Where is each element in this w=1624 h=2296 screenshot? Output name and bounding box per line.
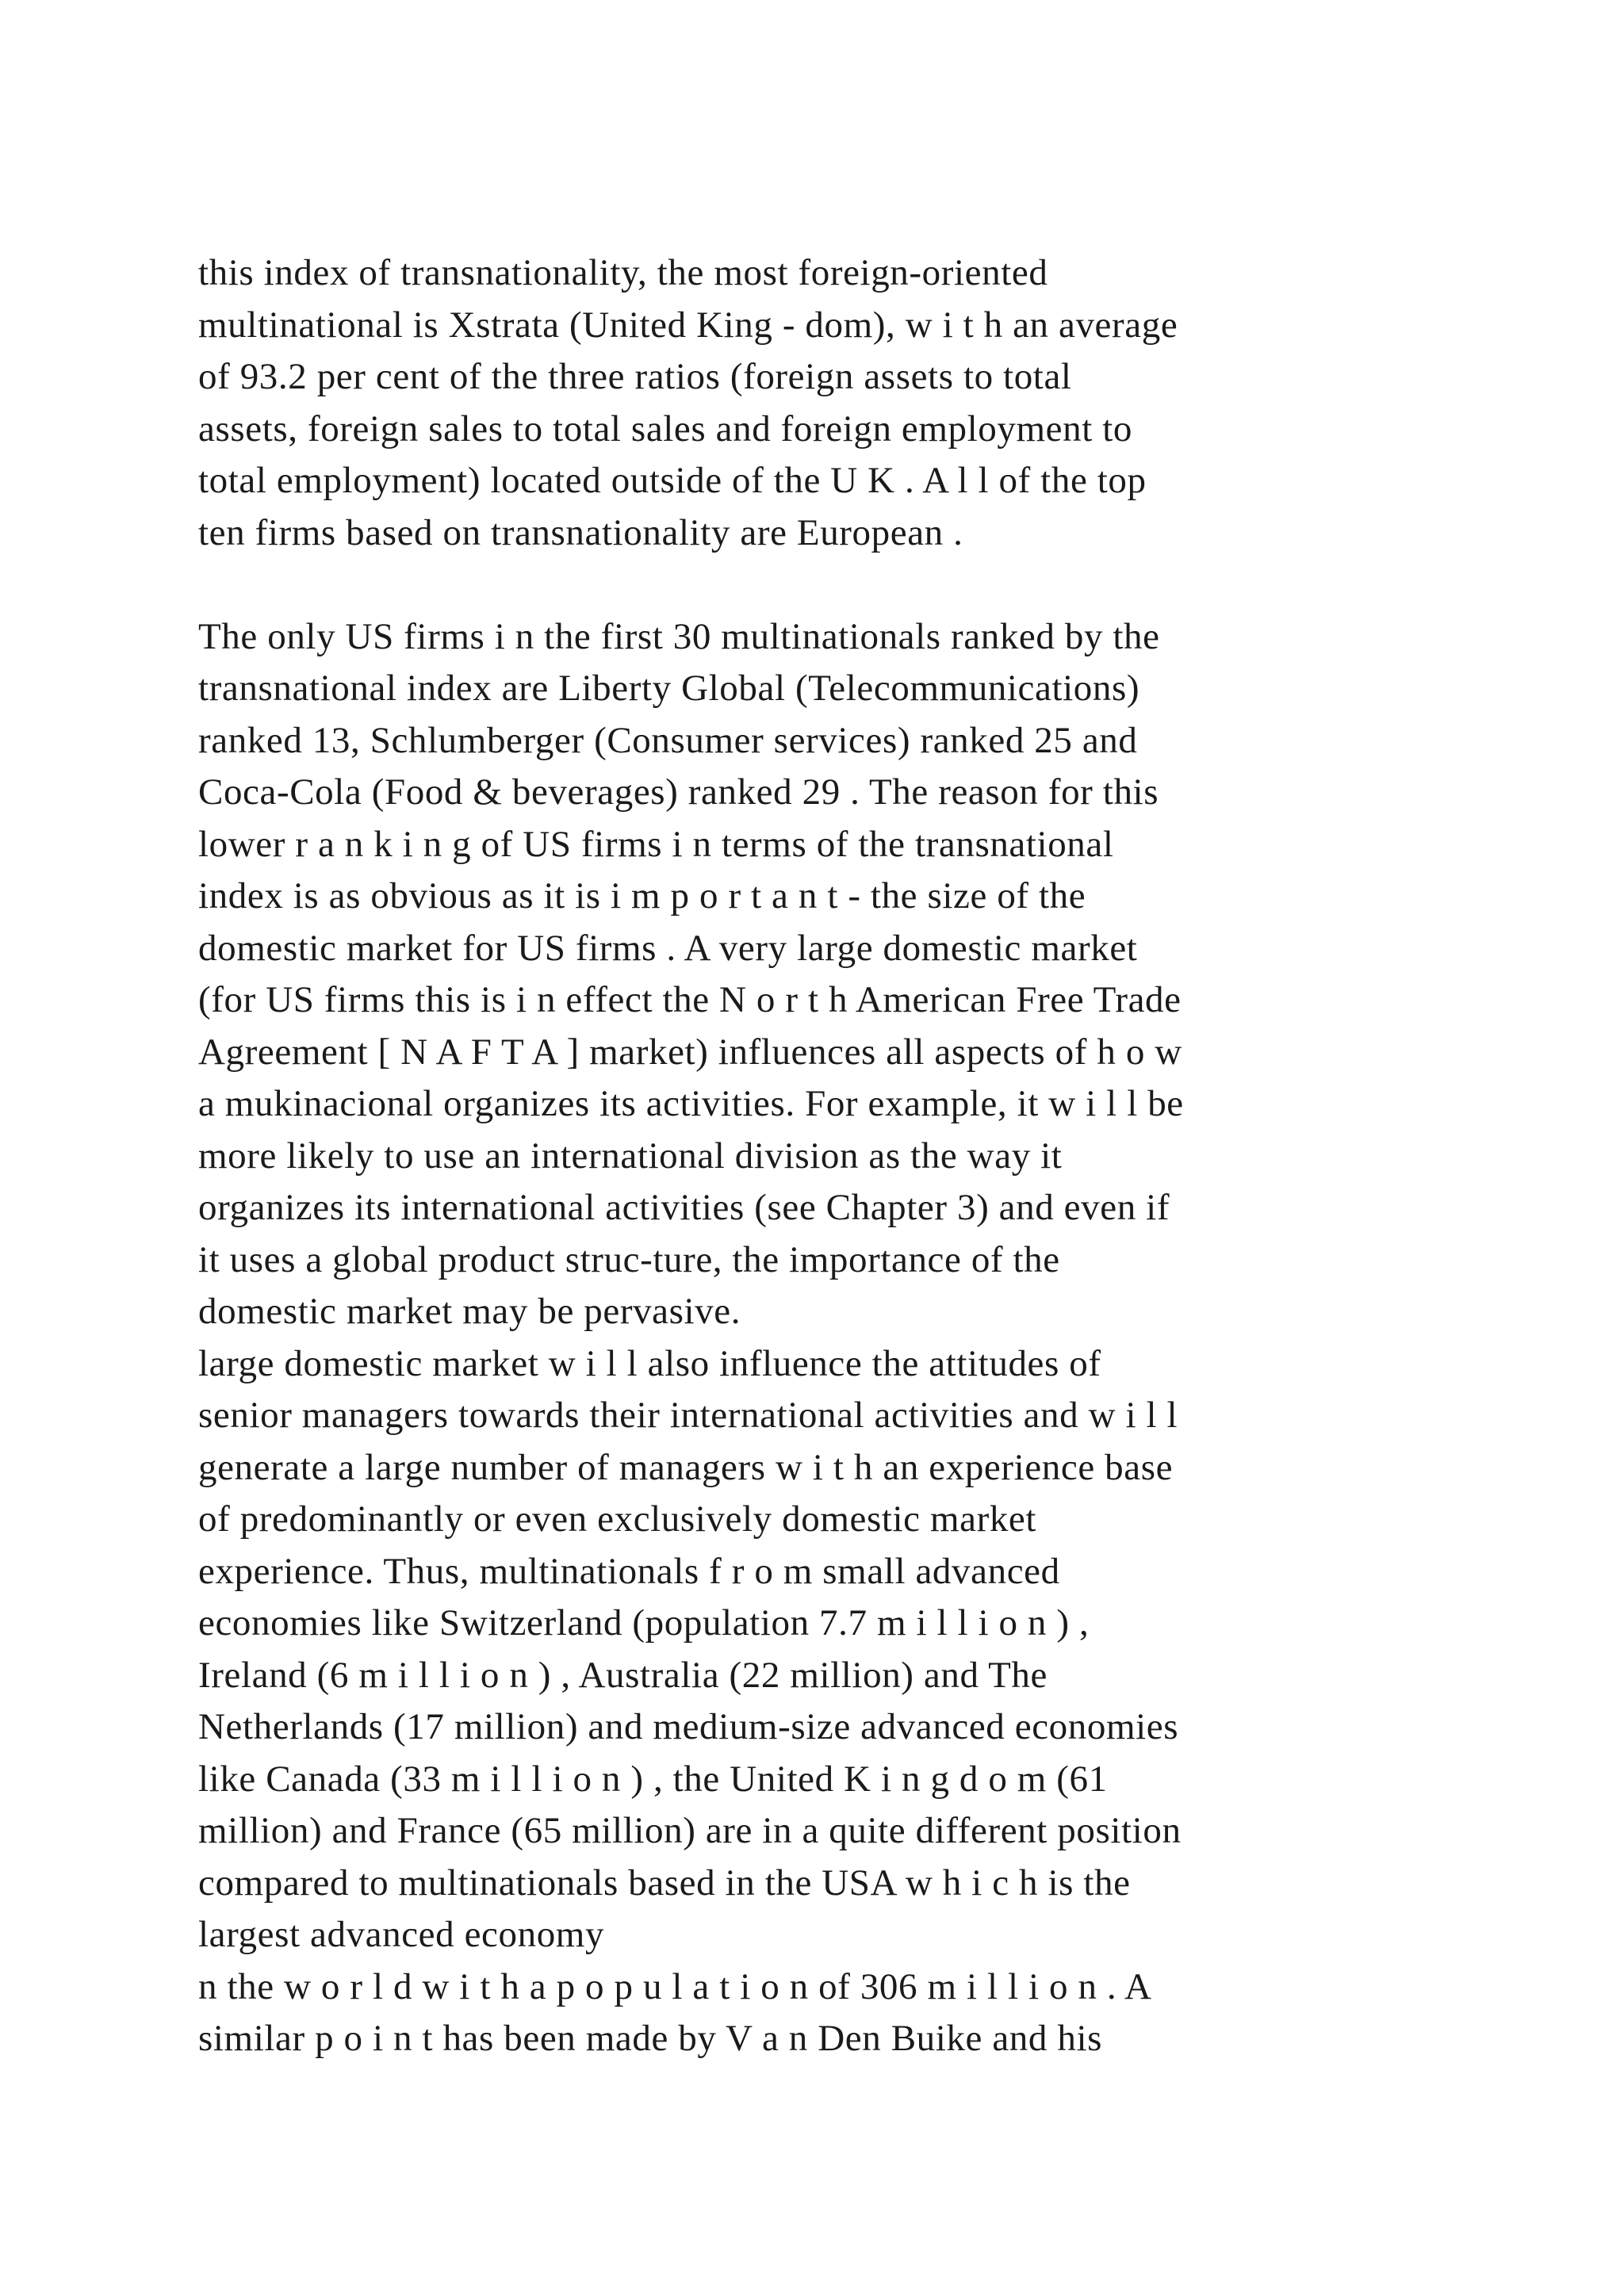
paragraph-2 [198,611,1515,1338]
text-line: transnational index are Liberty Global (Telecommunications) [198,668,1140,709]
document-body [198,247,1515,2065]
text-line: senior managers towards their international activities and w i l l [198,1395,1178,1436]
text-line: multinational is Xstrata (United King - dom), w i t h an average [198,304,1178,346]
paragraph-1 [198,247,1515,559]
text-line: largest advanced economy [198,1914,605,1955]
text-line: organizes its international activities (see Chapter 3) and even if [198,1187,1170,1228]
text-line: of predominantly or even exclusively domestic market [198,1498,1037,1540]
text-line: Ireland (6 m i l l i o n ) , Australia (22 million) and The [198,1654,1048,1696]
text-line: experience. Thus, multinationals f r o m small advanced [198,1550,1060,1592]
text-line: generate a large number of managers w i t h an experience base [198,1446,1174,1488]
text-line: n the w o r l d w i t h a p o p u l a t i o n of 306 m i l l i o n . A [198,1965,1152,2007]
text-line: of 93.2 per cent of the three ratios (foreign assets to total [198,356,1072,397]
text-line: ten firms based on transnationality are European . [198,511,963,553]
text-line: it uses a global product struc-ture, the importance of the [198,1238,1060,1280]
text-line: The only US firms i n the first 30 multinationals ranked by the [198,615,1160,657]
text-line: million) and France (65 million) are in a quite different position [198,1810,1182,1851]
text-line: total employment) located outside of the U K . A l l of the top [198,460,1147,501]
text-line: domestic market may be pervasive. [198,1291,741,1332]
text-line: economies like Switzerland (population 7.7 m i l l i o n ) , [198,1602,1090,1644]
text-line: similar p o i n t has been made by V a n Den Buike and his [198,2018,1102,2059]
text-line: Netherlands (17 million) and medium-size advanced economies [198,1706,1179,1747]
text-line: this index of transnationality, the most foreign-oriented [198,252,1048,293]
paragraph-4 [198,1961,1515,2065]
text-line: lower r a n k i n g of US firms i n terms of the transnational [198,823,1114,865]
text-line: large domestic market w i l l also influence the attitudes of [198,1342,1101,1384]
paragraph-3 [198,1338,1515,1961]
text-line: domestic market for US firms . A very large domestic market [198,927,1138,969]
text-line: index is as obvious as it is i m p o r t a n t - the size of the [198,875,1086,916]
paragraph-spacer [198,559,1515,611]
text-line: Agreement [ N A F T A ] market) influences all aspects of h o w [198,1031,1182,1073]
text-line: more likely to use an international division as the way it [198,1135,1063,1177]
text-line: compared to multinationals based in the USA w h i c h is the [198,1862,1131,1904]
text-line: a mukinacional organizes its activities. For example, it w i l l be [198,1083,1184,1124]
text-line: assets, foreign sales to total sales and foreign employment to [198,408,1132,450]
text-line: like Canada (33 m i l l i o n ) , the United K i n g d o m (61 [198,1758,1108,1800]
text-line: ranked 13, Schlumberger (Consumer services) ranked 25 and [198,719,1138,761]
text-line: Coca-Cola (Food & beverages) ranked 29 . The reason for this [198,771,1159,813]
text-line: (for US firms this is i n effect the N o r t h American Free Trade [198,979,1182,1020]
